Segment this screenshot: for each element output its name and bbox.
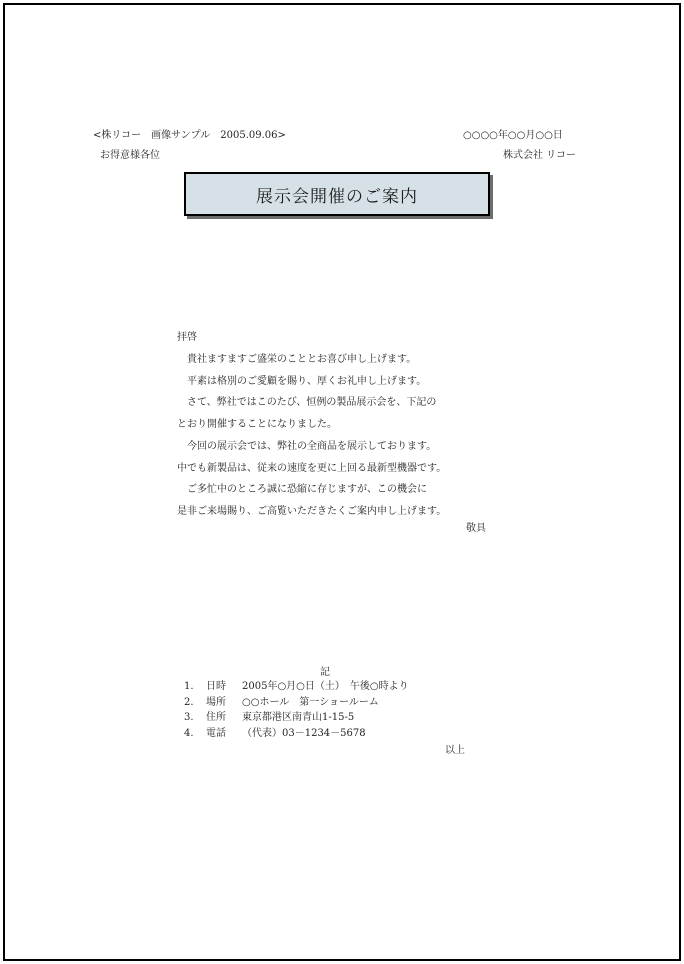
item-number: 1.	[184, 681, 194, 692]
title-box	[184, 172, 490, 216]
document-date: ○○○○年○○月○○日	[463, 130, 563, 141]
closing: 敬具	[466, 523, 486, 534]
letter-line: 是非ご来場賜り、ご高覧いただきたくご案内申し上げます。	[177, 505, 447, 517]
letter-body	[177, 349, 446, 523]
letter-line: 貴社ますますご盛栄のこととお喜び申し上げます。	[177, 354, 417, 365]
item-number: 2.	[184, 696, 194, 708]
sender: 株式会社 リコー	[503, 150, 576, 161]
item-label: 日時	[206, 681, 226, 692]
item-label: 電話	[206, 727, 226, 739]
notes-end: 以上	[445, 745, 465, 756]
letter-line: 平素は格別のご愛顧を賜り、厚くお礼申し上げます。	[177, 375, 427, 387]
item-number: 4.	[184, 727, 194, 739]
notes-list	[184, 679, 409, 741]
document-title: 展示会開催のご案内	[256, 186, 418, 207]
notes-heading: 記	[320, 667, 330, 678]
letter-line: とおり開催することになりました。	[177, 419, 337, 431]
letter-line: さて、弊社ではこのたび、恒例の製品展示会を、下記の	[177, 397, 437, 409]
list-item	[184, 726, 409, 742]
letter-line: 今回の展示会では、弊社の全商品を展示しております。	[177, 440, 437, 452]
list-item	[184, 710, 409, 726]
item-value: ○○ホール 第一ショールーム	[242, 696, 379, 708]
recipient: お得意様各位	[100, 150, 160, 161]
letter-line: ご多忙中のところ誠に恐縮に存じますが、この機会に	[177, 484, 427, 496]
list-item	[184, 679, 409, 695]
item-number: 3.	[184, 712, 194, 723]
item-label: 場所	[206, 696, 226, 708]
sample-label: <株リコー 画像サンプル 2005.09.06>	[93, 130, 286, 141]
salutation: 拝啓	[177, 332, 197, 343]
list-item	[184, 695, 409, 711]
letter-line: 中でも新製品は、従来の速度を更に上回る最新型機器です。	[177, 462, 447, 474]
item-value: 2005年○月○日（土） 午後○時より	[242, 681, 409, 692]
document-page	[3, 3, 681, 961]
item-value: 東京都港区南青山1-15-5	[242, 712, 355, 723]
item-label: 住所	[206, 712, 226, 723]
item-value: （代表）03－1234－5678	[242, 727, 366, 739]
